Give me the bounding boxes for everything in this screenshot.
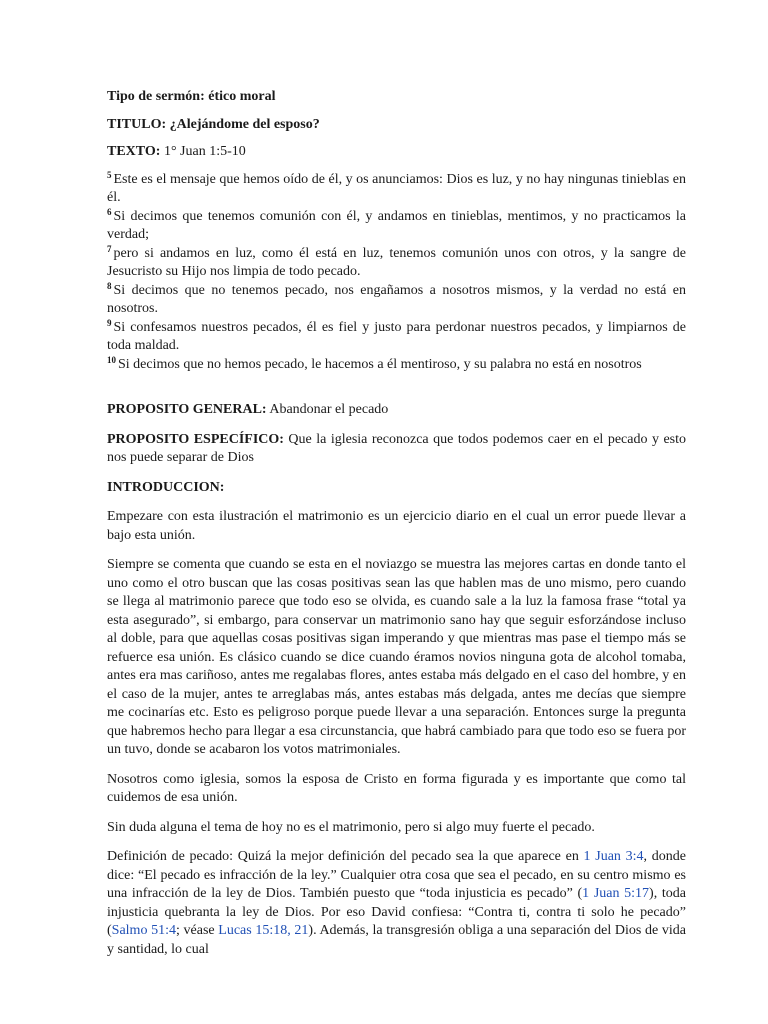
- proposito-especifico: [107, 431, 686, 468]
- verse-8: [107, 282, 686, 319]
- proposito-especifico-label: PROPOSITO ESPECÍFICO:: [107, 431, 284, 447]
- verse-list: [107, 171, 686, 375]
- verse-10: [107, 356, 686, 375]
- verse-text: Si decimos que tenemos comunión con él, y andamos en tinieblas, mentimos, y no practicamos la verdad;: [107, 208, 686, 242]
- proposito-general-text: Abandonar el pecado: [266, 402, 389, 417]
- definicion-pecado-paragraph: [107, 848, 686, 959]
- proposito-especifico-text: Que la iglesia reconozca que todos podemos caer en el pecado y esto nos puede separar de Dios: [107, 431, 687, 465]
- definicion-text: ; véase: [176, 923, 219, 938]
- verse-text: Si decimos que no tenemos pecado, nos engañamos a nosotros mismos, y la verdad no está en nosotros.: [107, 282, 686, 316]
- definicion-text: , donde dice: “El pecado es infracción de la ley.” Cualquier otra cosa que sea el pecado, en su centro mismo es una infracción de la ley de Dios. También puesto que “toda injusticia es pecado” (: [107, 849, 686, 901]
- intro-paragraph-1: Empezare con esta ilustración el matrimonio es un ejercicio diario en el cual un error puede llevar a bajo esta unión.: [107, 509, 686, 543]
- intro-paragraph-3: Nosotros como iglesia, somos la esposa de Cristo en forma figurada y es importante que como tal cuidemos de esa unión.: [107, 771, 686, 805]
- verse-9: [107, 319, 686, 356]
- verse-7: [107, 245, 686, 282]
- bible-link-1-juan-3-4[interactable]: 1 Juan 3:4: [583, 849, 644, 864]
- intro-paragraph-2: Siempre se comenta que cuando se esta en el noviazgo se muestra las mejores cartas en donde tanto el uno como el otro buscan que las cosas positivas sean las que hablen mas de uno mismo, pero cuando se llega al matrimonio parece que todo eso se olvida, es cuando sale a la luz la famosa frase “total ya esta asegurado”, si embargo, para conservar un matrimonio sano hay que seguir esforzándose incluso al doble, para que aquellas cosas positivas sigan imperando y que mientras mas pase el tiempo más se refuerce esa unión. Es clásico cuando se dice cuando éramos novios ninguna gota de alcohol tomaba, antes era mas cariñoso, antes me regalabas flores, antes estaba más delgado en el caso del hombre, y en el caso de la mujer, antes te arreglabas más, antes estabas más delgada, antes me decías que siempre me cocinarías etc. Esto es peligroso porque puede llevar a una separación. Entonces surge la pregunta que habremos hecho para llegar a esa circunstancia, que habrá cambiado para que todo eso se fuera por un tuvo, donde se acabaron los votos matrimoniales.: [107, 557, 686, 757]
- verse-number: 5: [107, 169, 112, 180]
- bible-link-salmo-51-4[interactable]: Salmo 51:4: [111, 923, 176, 938]
- definicion-text: ). Además, la transgresión obliga a una separación del Dios de vida y santidad, lo cual: [107, 923, 686, 957]
- bible-link-lucas-15-18[interactable]: Lucas 15:18, 21: [218, 923, 309, 938]
- texto-reference: 1° Juan 1:5-10: [160, 144, 246, 159]
- definicion-text: Definición de pecado: Quizá la mejor definición del pecado sea la que aparece en: [107, 849, 584, 864]
- proposito-general: [107, 401, 686, 420]
- verse-5: [107, 171, 686, 208]
- verse-text: Si decimos que no hemos pecado, le hacemos a él mentiroso, y su palabra no está en nosotros: [118, 356, 642, 372]
- introduccion-heading: INTRODUCCION:: [107, 479, 225, 495]
- verse-text: Si confesamos nuestros pecados, él es fiel y justo para perdonar nuestros pecados, y limpiarnos de toda maldad.: [107, 319, 686, 353]
- intro-paragraph-4: Sin duda alguna el tema de hoy no es el matrimonio, pero si algo muy fuerte el pecado.: [107, 819, 595, 835]
- sermon-type: Tipo de sermón: ético moral: [107, 89, 276, 104]
- verse-6: [107, 208, 686, 245]
- verse-number: 6: [107, 206, 112, 217]
- proposito-general-label: PROPOSITO GENERAL:: [107, 402, 267, 417]
- verse-number: 7: [107, 243, 112, 254]
- bible-link-1-juan-5-17[interactable]: 1 Juan 5:17: [582, 886, 650, 901]
- verse-number: 9: [107, 317, 112, 328]
- verse-text: Este es el mensaje que hemos oído de él, y os anunciamos: Dios es luz, y no hay ningunas tinieblas en él.: [107, 171, 686, 205]
- definicion-text: ), toda injusticia quebranta la ley de Dios. Por eso David confiesa: “Contra ti, contra ti solo he pecado” (: [107, 886, 686, 938]
- texto-label: TEXTO:: [107, 144, 161, 159]
- verse-number: 8: [107, 280, 112, 291]
- sermon-text-line: [107, 143, 686, 162]
- verse-number: 10: [107, 354, 116, 365]
- verse-text: pero si andamos en luz, como él está en luz, tenemos comunión unos con otros, y la sangre de Jesucristo su Hijo nos limpia de todo pecado.: [107, 245, 686, 279]
- sermon-title: TITULO: ¿Alejándome del esposo?: [107, 116, 320, 132]
